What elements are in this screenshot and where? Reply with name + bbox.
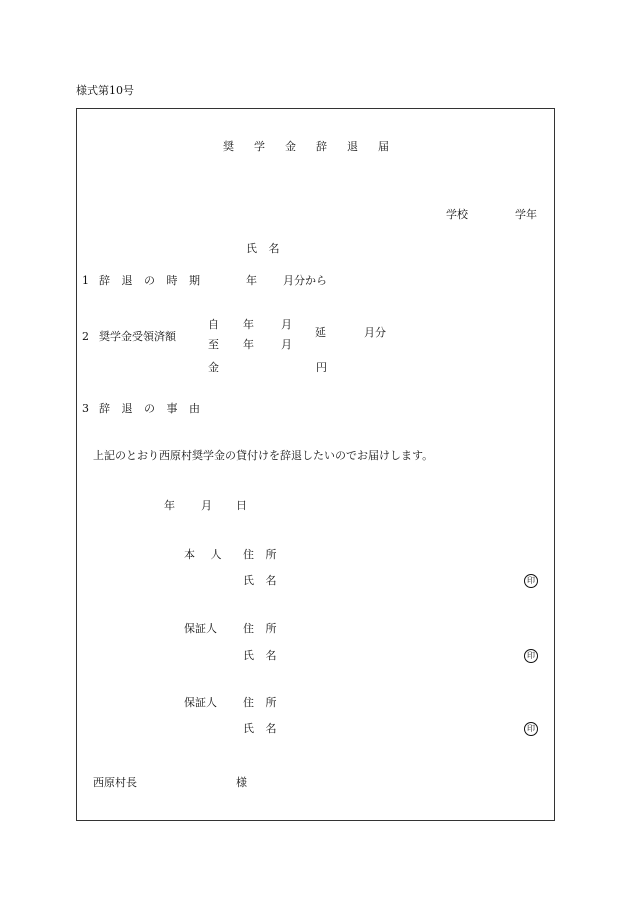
guarantor1-name-label: 氏 名 xyxy=(243,649,281,662)
item2-yen-label: 円 xyxy=(316,361,327,374)
item3-label: 辞 退 の 事 由 xyxy=(99,402,204,415)
date-month-label: 月 xyxy=(201,499,212,512)
school-label: 学校 xyxy=(446,208,468,221)
addressee-name: 西原村長 xyxy=(93,776,137,789)
item2-to-label: 至 xyxy=(208,338,219,351)
guarantor2-address-label: 住 所 xyxy=(243,696,281,709)
item2-from-month-label: 月 xyxy=(281,318,292,331)
applicant-name-label: 氏 名 xyxy=(246,242,284,255)
item2-months-label: 月分 xyxy=(364,326,386,339)
item3-number: 3 xyxy=(82,402,89,415)
item1-month-from-label: 月分から xyxy=(283,274,327,287)
item2-label: 奨学金受領済額 xyxy=(99,330,176,343)
item2-from-label: 自 xyxy=(208,318,219,331)
item1-label: 辞 退 の 時 期 xyxy=(99,274,204,287)
item2-from-year-label: 年 xyxy=(243,318,254,331)
date-year-label: 年 xyxy=(164,499,175,512)
signer-name-label: 氏 名 xyxy=(243,574,281,587)
date-day-label: 日 xyxy=(236,499,247,512)
form-frame xyxy=(76,108,555,821)
item2-total-label: 延 xyxy=(315,326,326,339)
guarantor1-role: 保証人 xyxy=(184,622,217,635)
item2-to-year-label: 年 xyxy=(243,338,254,351)
seal-icon: 印 xyxy=(524,649,538,663)
signer-role: 本 人 xyxy=(184,548,228,561)
item2-to-month-label: 月 xyxy=(281,338,292,351)
guarantor2-name-label: 氏 名 xyxy=(243,722,281,735)
seal-icon: 印 xyxy=(524,574,538,588)
form-number: 様式第10号 xyxy=(76,84,134,97)
guarantor1-address-label: 住 所 xyxy=(243,622,281,635)
guarantor2-role: 保証人 xyxy=(184,696,217,709)
item1-number: 1 xyxy=(82,274,89,287)
signer-address-label: 住 所 xyxy=(243,548,281,561)
statement-text: 上記のとおり西原村奨学金の貸付けを辞退したいのでお届けします。 xyxy=(93,449,434,462)
item2-amount-label: 金 xyxy=(208,361,219,374)
addressee-honorific: 様 xyxy=(236,776,247,789)
grade-label: 学年 xyxy=(515,208,537,221)
item1-year-label: 年 xyxy=(246,274,257,287)
form-title: 奨学金辞退届 xyxy=(223,140,409,153)
item2-number: 2 xyxy=(82,330,89,343)
seal-icon: 印 xyxy=(524,722,538,736)
